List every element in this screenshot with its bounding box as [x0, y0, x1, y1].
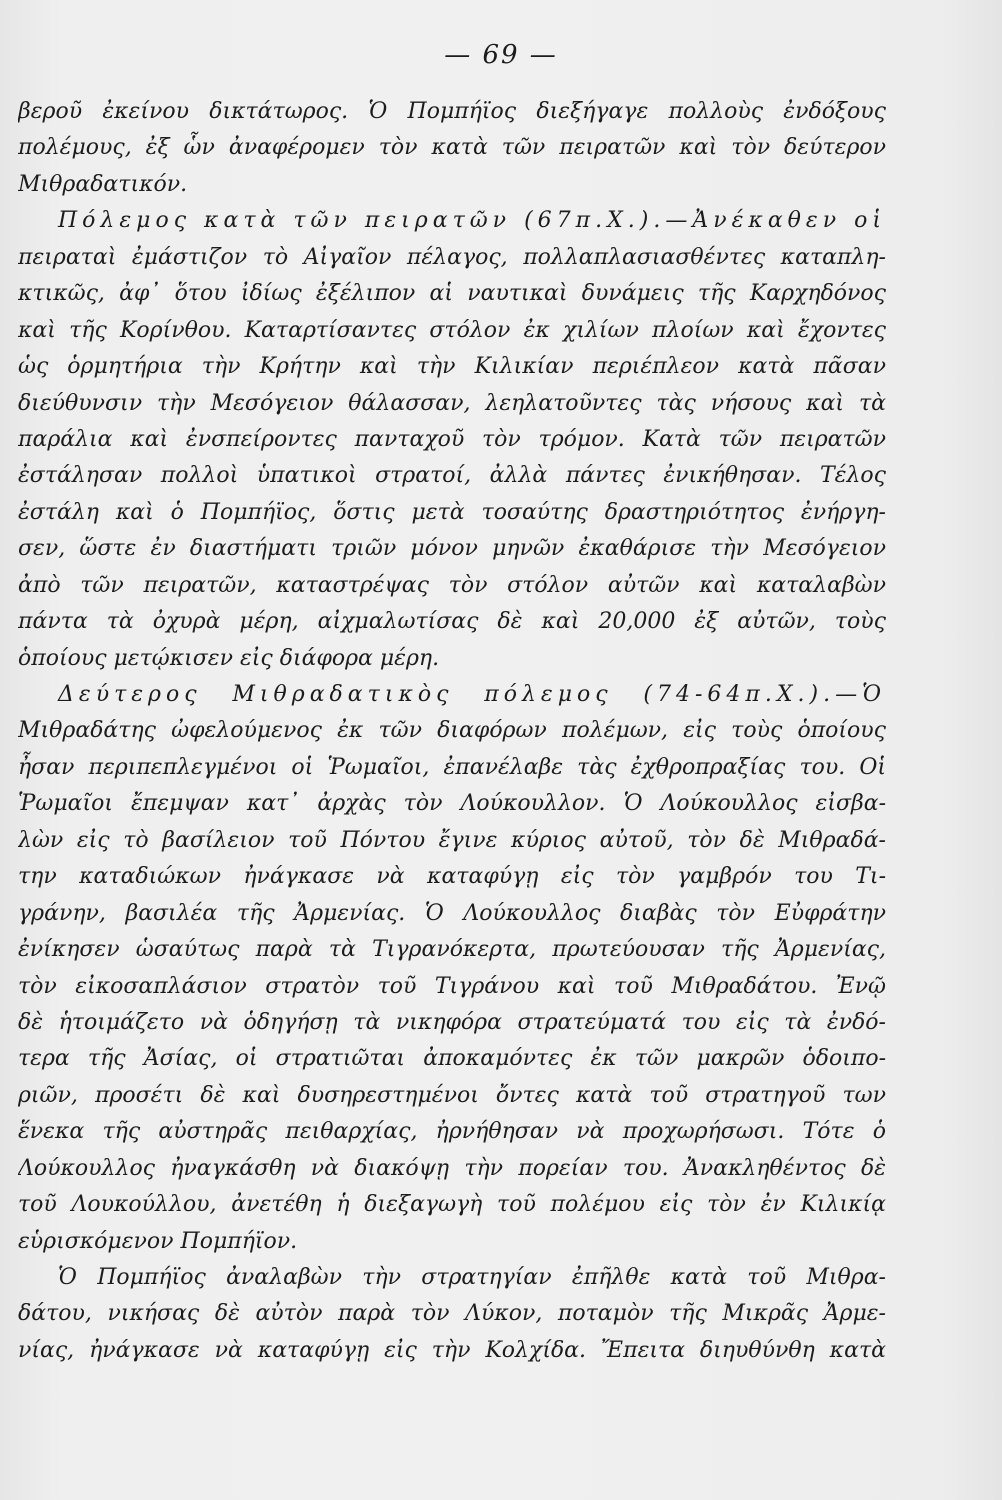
text-line: ἐστάλησαν πολλοὶ ὑπατικοὶ στρατοί, ἀλλὰ πάντες ἐνικήθησαν. Τέλος — [18, 463, 886, 489]
text-line: διεύθυνσιν τὴν Μεσόγειον θάλασσαν, λεηλατοῦντες τὰς νήσους καὶ τὰ — [18, 390, 886, 416]
text-line: Ῥωμαῖοι ἔπεμψαν κατ᾽ ἀρχὰς τὸν Λούκουλλον. Ὁ Λούκουλλος εἰσβα- — [18, 791, 886, 817]
text-line: γράνην, βασιλέα τῆς Ἀρμενίας. Ὁ Λούκουλλος διαβὰς τὸν Εὐφράτην — [18, 900, 886, 926]
text-line: ἀπὸ τῶν πειρατῶν, καταστρέψας τὸν στόλον αὐτῶν καὶ καταλαβὼν — [18, 572, 886, 598]
text-line: ριῶν, προσέτι δὲ καὶ δυσηρεστημένοι ὄντες κατὰ τοῦ στρατηγοῦ των — [18, 1082, 886, 1108]
body-text — [18, 94, 886, 1369]
text-line: δάτου, νικήσας δὲ αὐτὸν παρὰ τὸν Λύκον, ποταμὸν τῆς Μικρᾶς Ἀρμε- — [18, 1301, 886, 1327]
text-line: λὼν εἰς τὸ βασίλειον τοῦ Πόντου ἔγινε κύριος αὐτοῦ, τὸν δὲ Μιθραδά- — [18, 827, 886, 853]
text-line: εὑρισκόμενον Πομπήϊον. — [18, 1228, 298, 1254]
text-line: κτικῶς, ἀφ᾽ ὅτου ἰδίως ἐξέλιπον αἱ ναυτικαὶ δυνάμεις τῆς Καρχηδόνος — [18, 281, 886, 307]
text-line: ἦσαν περιπεπλεγμένοι οἱ Ῥωμαῖοι, ἐπανέλαβε τὰς ἐχθροπραξίας του. Οἱ — [18, 754, 886, 780]
section-heading-second-mithridatic-war: Δεύτερος Μιθραδατικὸς πόλεμος (74-64π.Χ.).—Ὁ — [58, 682, 886, 707]
text-line: Ὁ Πομπήϊος ἀναλαβὼν τὴν στρατηγίαν ἐπῆλθε κατὰ τοῦ Μιθρα- — [58, 1265, 886, 1290]
page-number: — 69 — — [444, 40, 558, 70]
text-line: Λούκουλλος ἠναγκάσθη νὰ διακόψῃ τὴν πορείαν του. Ἀνακληθέντος δὲ — [18, 1155, 886, 1181]
text-line: Μιθραδάτης ὠφελούμενος ἐκ τῶν διαφόρων πολέμων, εἰς τοὺς ὁποίους — [18, 718, 886, 744]
text-line: Μιθραδατικόν. — [18, 171, 188, 197]
text-line: πολέμους, ἐξ ὧν ἀναφέρομεν τὸν κατὰ τῶν πειρατῶν καὶ τὸν δεύτερον — [18, 135, 886, 161]
text-line: νίας, ἠνάγκασε νὰ καταφύγῃ εἰς τὴν Κολχίδα. Ἔπειτα διηυθύνθη κατὰ — [18, 1337, 886, 1363]
text-line: πειραταὶ ἐμάστιζον τὸ Αἰγαῖον πέλαγος, πολλαπλασιασθέντες καταπλη- — [18, 244, 886, 270]
text-line: την καταδιώκων ἠνάγκασε νὰ καταφύγῃ εἰς τὸν γαμβρόν του Τι- — [18, 864, 886, 890]
text-line: ἐστάλη καὶ ὁ Πομπήϊος, ὅστις μετὰ τοσαύτης δραστηριότητος ἐνήργη- — [18, 499, 886, 525]
text-line: σεν, ὥστε ἐν διαστήματι τριῶν μόνον μηνῶν ἐκαθάρισε τὴν Μεσόγειον — [18, 536, 886, 562]
text-line: παράλια καὶ ἐνσπείροντες πανταχοῦ τὸν τρόμον. Κατὰ τῶν πειρατῶν — [18, 426, 886, 452]
text-line: ὁποίους μετῴκισεν εἰς διάφορα μέρη. — [18, 645, 440, 671]
text-line: δὲ ἡτοιμάζετο νὰ ὁδηγήσῃ τὰ νικηφόρα στρατεύματά του εἰς τὰ ἐνδό- — [18, 1009, 886, 1035]
text-line: τὸν εἰκοσαπλάσιον στρατὸν τοῦ Τιγράνου καὶ τοῦ Μιθραδάτου. Ἐνῷ — [18, 973, 886, 999]
text-line: ὡς ὁρμητήρια τὴν Κρήτην καὶ τὴν Κιλικίαν περιέπλεον κατὰ πᾶσαν — [18, 354, 886, 380]
text-line: βεροῦ ἐκείνου δικτάτωρος. Ὁ Πομπήϊος διεξήγαγε πολλοὺς ἐνδόξους — [18, 99, 886, 124]
text-line: καὶ τῆς Κορίνθου. Καταρτίσαντες στόλον ἐκ χιλίων πλοίων καὶ ἔχοντες — [18, 317, 886, 343]
section-heading-pirate-war: Πόλεμος κατὰ τῶν πειρατῶν (67π.Χ.).—Ἀνέκαθεν οἱ — [58, 208, 886, 234]
text-line: ἕνεκα τῆς αὐστηρᾶς πειθαρχίας, ἠρνήθησαν νὰ προχωρήσωσι. Τότε ὁ — [18, 1119, 886, 1145]
text-line: τερα τῆς Ἀσίας, οἱ στρατιῶται ἀποκαμόντες ἐκ τῶν μακρῶν ὁδοιπο- — [18, 1046, 886, 1072]
text-line: ἐνίκησεν ὡσαύτως παρὰ τὰ Τιγρανόκερτα, πρωτεύουσαν τῆς Ἀρμενίας, — [18, 937, 886, 963]
text-line: πάντα τὰ ὀχυρὰ μέρη, αἰχμαλωτίσας δὲ καὶ 20,000 ἐξ αὐτῶν, τοὺς — [18, 609, 886, 635]
text-line: τοῦ Λουκούλλου, ἀνετέθη ἡ διεξαγωγὴ τοῦ πολέμου εἰς τὸν ἐν Κιλικίᾳ — [18, 1192, 886, 1218]
